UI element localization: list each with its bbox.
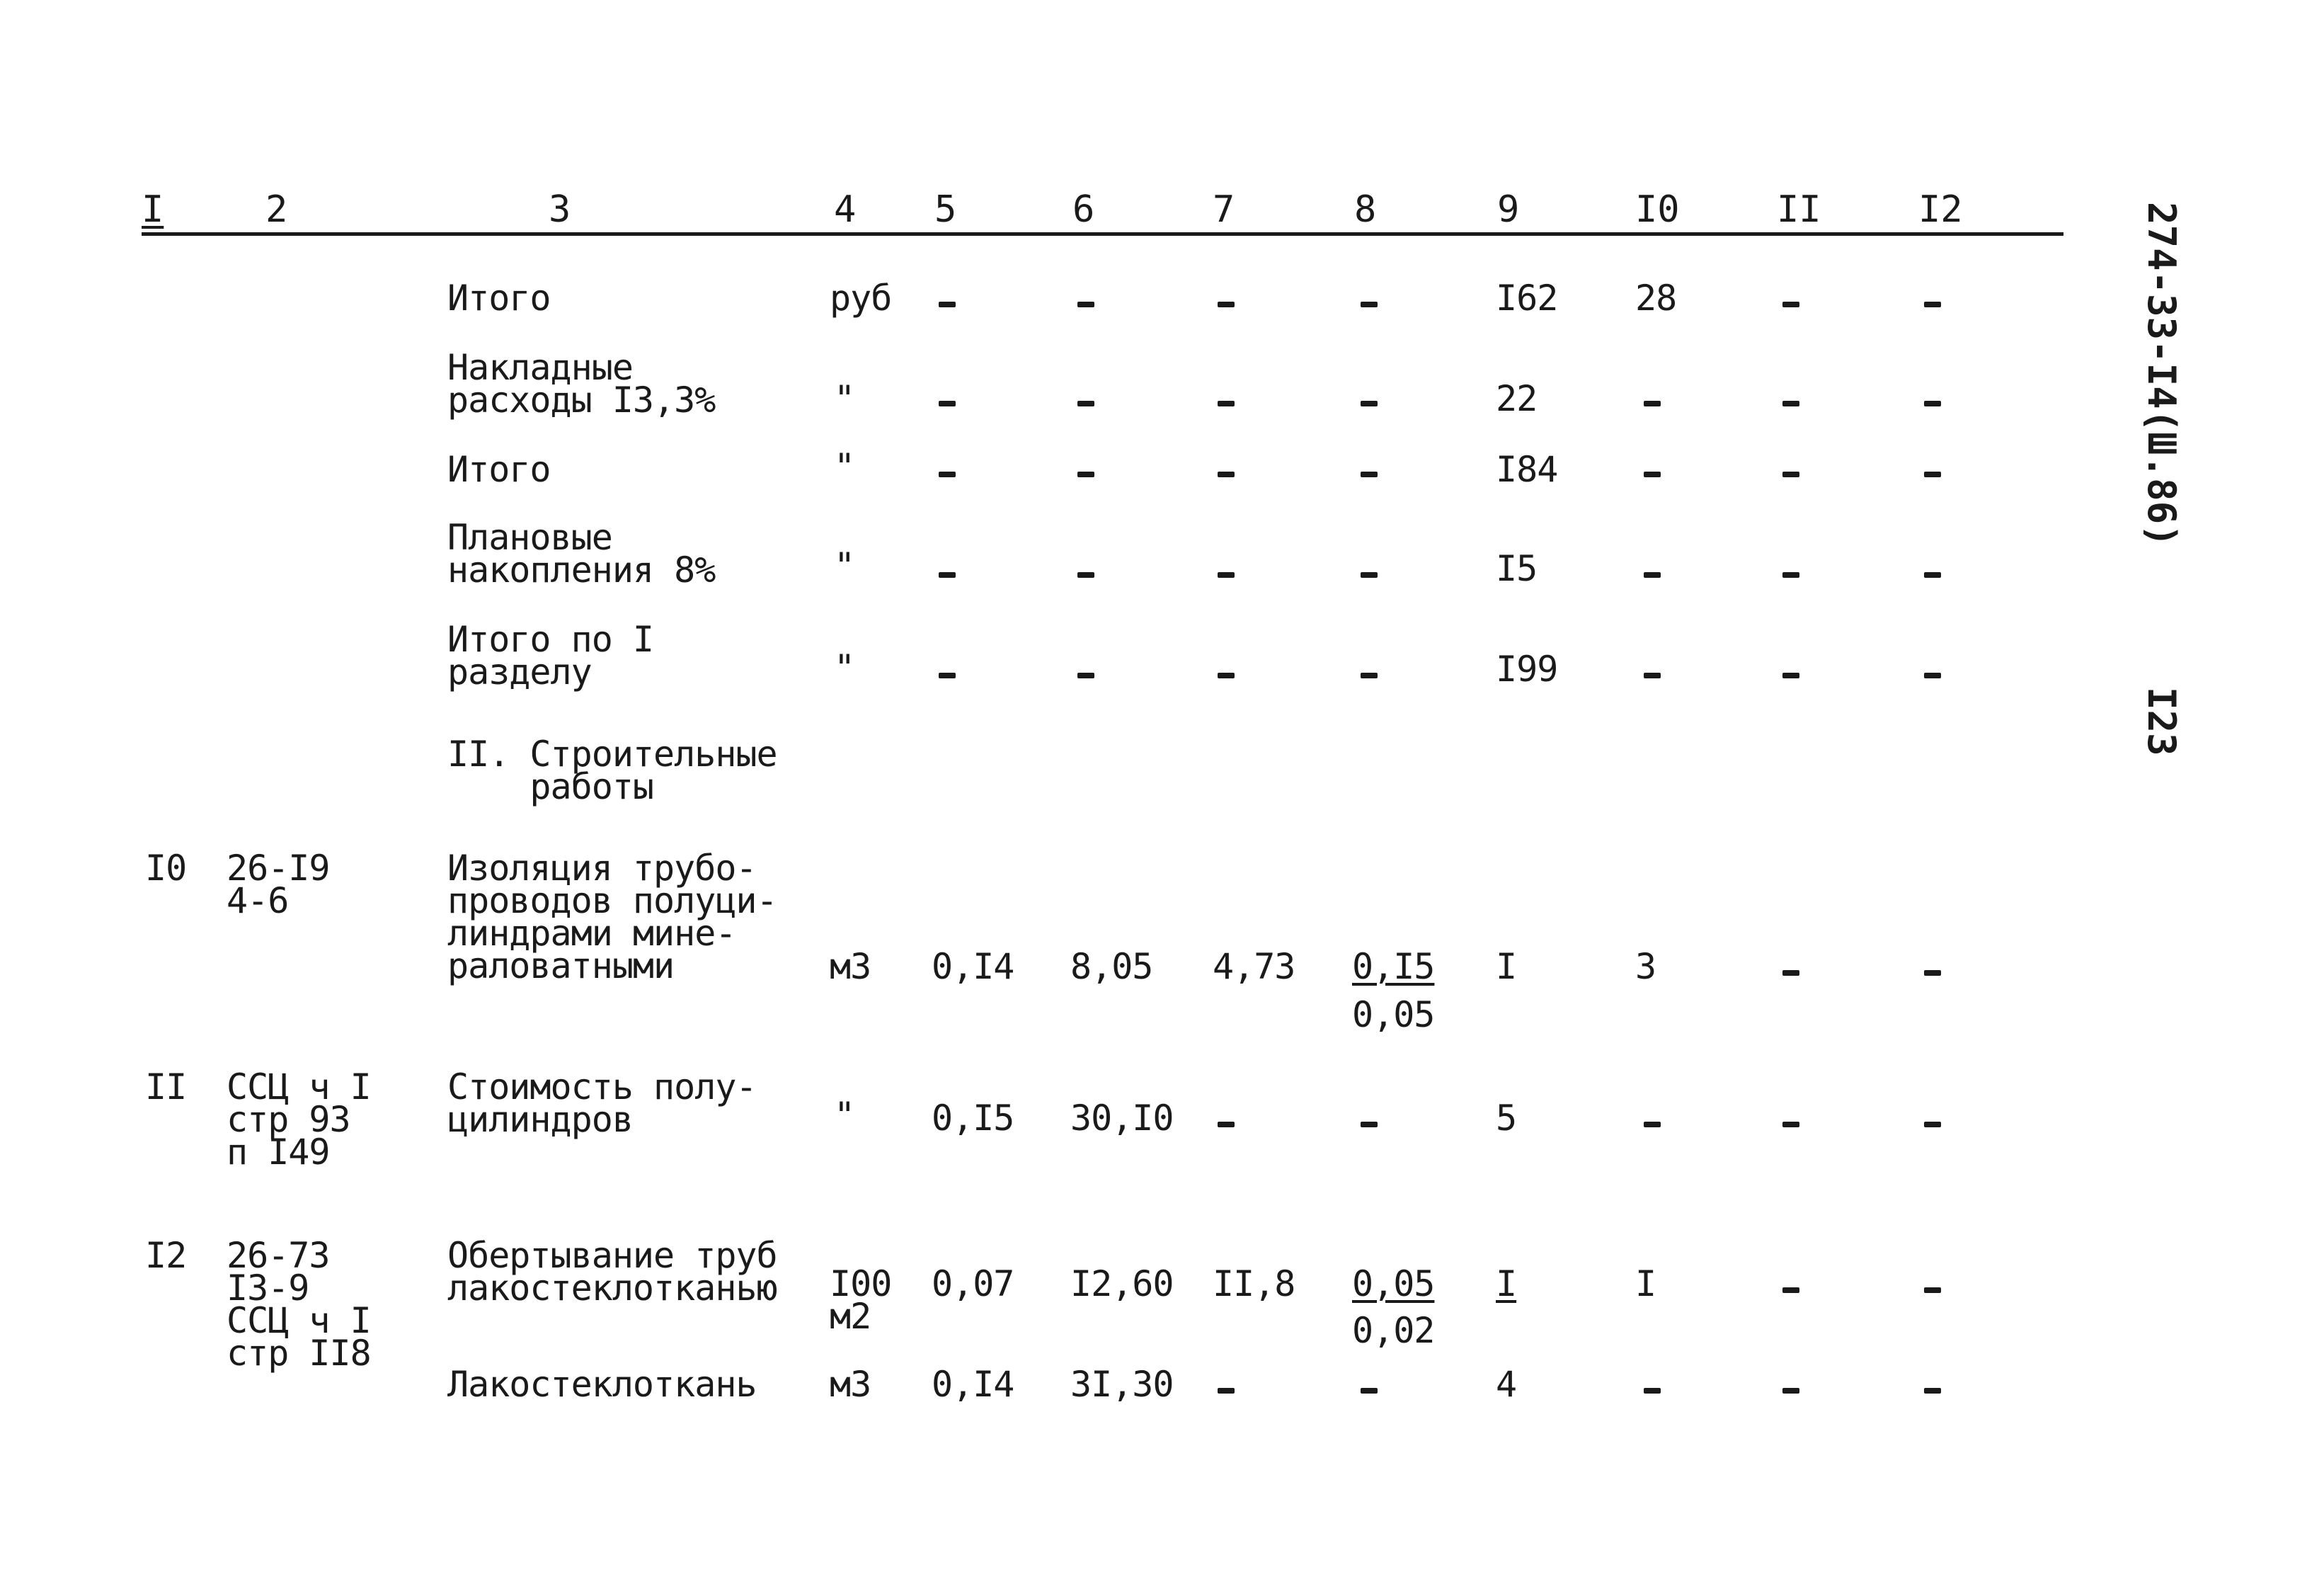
row-name: Плановые накопления 8% (447, 517, 716, 591)
row-col8-bottom: 0,05 (1352, 994, 1435, 1035)
empty-cell-dash (1644, 1122, 1661, 1127)
row-col6: 3I,30 (1070, 1364, 1174, 1405)
row-name: Итого (447, 449, 551, 490)
empty-cell-dash (1644, 1388, 1661, 1394)
row-col7: II,8 (1213, 1263, 1295, 1304)
row-name: Итого по I разделу (447, 619, 654, 693)
col-header-5: 5 (934, 188, 957, 231)
empty-cell-dash (1077, 472, 1094, 477)
empty-cell-dash (939, 572, 956, 578)
row-name: Накладные расходы I3,3% (447, 347, 716, 421)
empty-cell-dash (1644, 472, 1661, 477)
row-unit: I00 м2 (830, 1263, 892, 1337)
empty-cell-dash (1924, 302, 1941, 307)
empty-cell-dash (1924, 673, 1941, 678)
col-header-7: 7 (1213, 188, 1235, 231)
col-header-6: 6 (1072, 188, 1095, 231)
empty-cell-dash (1361, 472, 1378, 477)
empty-cell-dash (1782, 673, 1799, 678)
row-col5: 0,07 (932, 1263, 1014, 1304)
section-title: II. Строительные работы (447, 734, 777, 807)
empty-cell-dash (939, 302, 956, 307)
row-unit: м3 (830, 1364, 871, 1405)
row-col9: I (1496, 946, 1517, 987)
row-col5: 0,I4 (932, 946, 1014, 987)
row-unit: руб (830, 278, 892, 319)
empty-cell-dash (1077, 572, 1094, 578)
row-name: Изоляция трубо- проводов полуци- линдрами мине- раловатными (447, 848, 777, 986)
row-name: Итого (447, 278, 551, 319)
row-col6: 8,05 (1070, 946, 1153, 987)
row-code: ССЦ ч I стр 93 п I49 (227, 1066, 371, 1173)
empty-cell-dash (1361, 401, 1378, 406)
empty-cell-dash (1644, 572, 1661, 578)
row-col9: 5 (1496, 1098, 1517, 1139)
empty-cell-dash (1782, 572, 1799, 578)
empty-cell-dash (1361, 1388, 1378, 1394)
row-unit: " (834, 378, 855, 419)
empty-cell-dash (1924, 1122, 1941, 1127)
row-col5: 0,I5 (932, 1098, 1014, 1139)
col-header-9: 9 (1497, 188, 1520, 231)
row-col9: I62 (1496, 278, 1558, 319)
row-number: I2 (145, 1235, 187, 1276)
row-name: Лакостеклоткань (447, 1364, 757, 1405)
empty-cell-dash (1077, 401, 1094, 406)
row-col10: 3 (1635, 946, 1656, 987)
empty-cell-dash (1924, 1388, 1941, 1394)
empty-cell-dash (1218, 302, 1235, 307)
row-col8-top: 0,I5 (1352, 946, 1435, 987)
empty-cell-dash (1782, 302, 1799, 307)
empty-cell-dash (1218, 1388, 1235, 1394)
row-col10: 28 (1635, 278, 1677, 319)
empty-cell-dash (1361, 572, 1378, 578)
empty-cell-dash (1218, 1122, 1235, 1127)
header-rule (142, 232, 2063, 236)
side-document-code: 274-33-I4(Ш.86) (2139, 202, 2184, 547)
empty-cell-dash (1782, 970, 1799, 976)
row-unit: " (834, 647, 855, 688)
empty-cell-dash (1644, 401, 1661, 406)
col-header-3: 3 (549, 188, 571, 231)
row-name: Обертывание труб лакостеклотканью (447, 1235, 777, 1309)
empty-cell-dash (939, 673, 956, 678)
col-header-4: 4 (834, 188, 857, 231)
col-header-10: I0 (1635, 188, 1680, 231)
empty-cell-dash (1218, 401, 1235, 406)
col-header-11: II (1777, 188, 1821, 231)
row-col9: 22 (1496, 378, 1538, 419)
empty-cell-dash (1361, 673, 1378, 678)
empty-cell-dash (1924, 572, 1941, 578)
row-col9: I5 (1496, 548, 1538, 589)
col-header-8: 8 (1354, 188, 1377, 231)
empty-cell-dash (1361, 302, 1378, 307)
empty-cell-dash (1077, 302, 1094, 307)
empty-cell-dash (1924, 401, 1941, 406)
row-code: 26-73 I3-9 ССЦ ч I стр II8 (227, 1235, 371, 1374)
row-col6: 30,I0 (1070, 1098, 1174, 1139)
empty-cell-dash (1644, 673, 1661, 678)
row-number: I0 (145, 848, 187, 889)
empty-cell-dash (1782, 1388, 1799, 1394)
row-col5: 0,I4 (932, 1364, 1014, 1405)
col-header-2: 2 (265, 188, 288, 231)
empty-cell-dash (1782, 401, 1799, 406)
side-page-number: I23 (2139, 687, 2184, 756)
empty-cell-dash (1077, 673, 1094, 678)
row-unit: " (834, 545, 855, 586)
empty-cell-dash (1361, 1122, 1378, 1127)
row-name: Стоимость полу- цилиндров (447, 1066, 757, 1140)
row-col9: I84 (1496, 449, 1558, 490)
row-col6: I2,60 (1070, 1263, 1174, 1304)
row-col8-top: 0,05 (1352, 1263, 1435, 1304)
row-unit: " (834, 446, 855, 487)
empty-cell-dash (1782, 1122, 1799, 1127)
row-col10: I (1635, 1263, 1656, 1304)
empty-cell-dash (939, 472, 956, 477)
empty-cell-dash (939, 401, 956, 406)
row-col7: 4,73 (1213, 946, 1295, 987)
row-col8-bottom: 0,02 (1352, 1310, 1435, 1351)
row-col9: I (1496, 1263, 1517, 1304)
empty-cell-dash (1218, 673, 1235, 678)
row-col9: 4 (1496, 1364, 1517, 1405)
empty-cell-dash (1924, 970, 1941, 976)
col-header-1: I (142, 188, 164, 231)
row-unit: м3 (830, 946, 871, 987)
empty-cell-dash (1924, 472, 1941, 477)
empty-cell-dash (1924, 1287, 1941, 1293)
row-code: 26-I9 4-6 (227, 848, 330, 921)
empty-cell-dash (1218, 572, 1235, 578)
empty-cell-dash (1782, 1287, 1799, 1293)
empty-cell-dash (1782, 472, 1799, 477)
row-number: II (145, 1066, 187, 1107)
row-unit: " (834, 1095, 855, 1136)
empty-cell-dash (1218, 472, 1235, 477)
row-col9: I99 (1496, 649, 1558, 690)
col-header-12: I2 (1918, 188, 1963, 231)
